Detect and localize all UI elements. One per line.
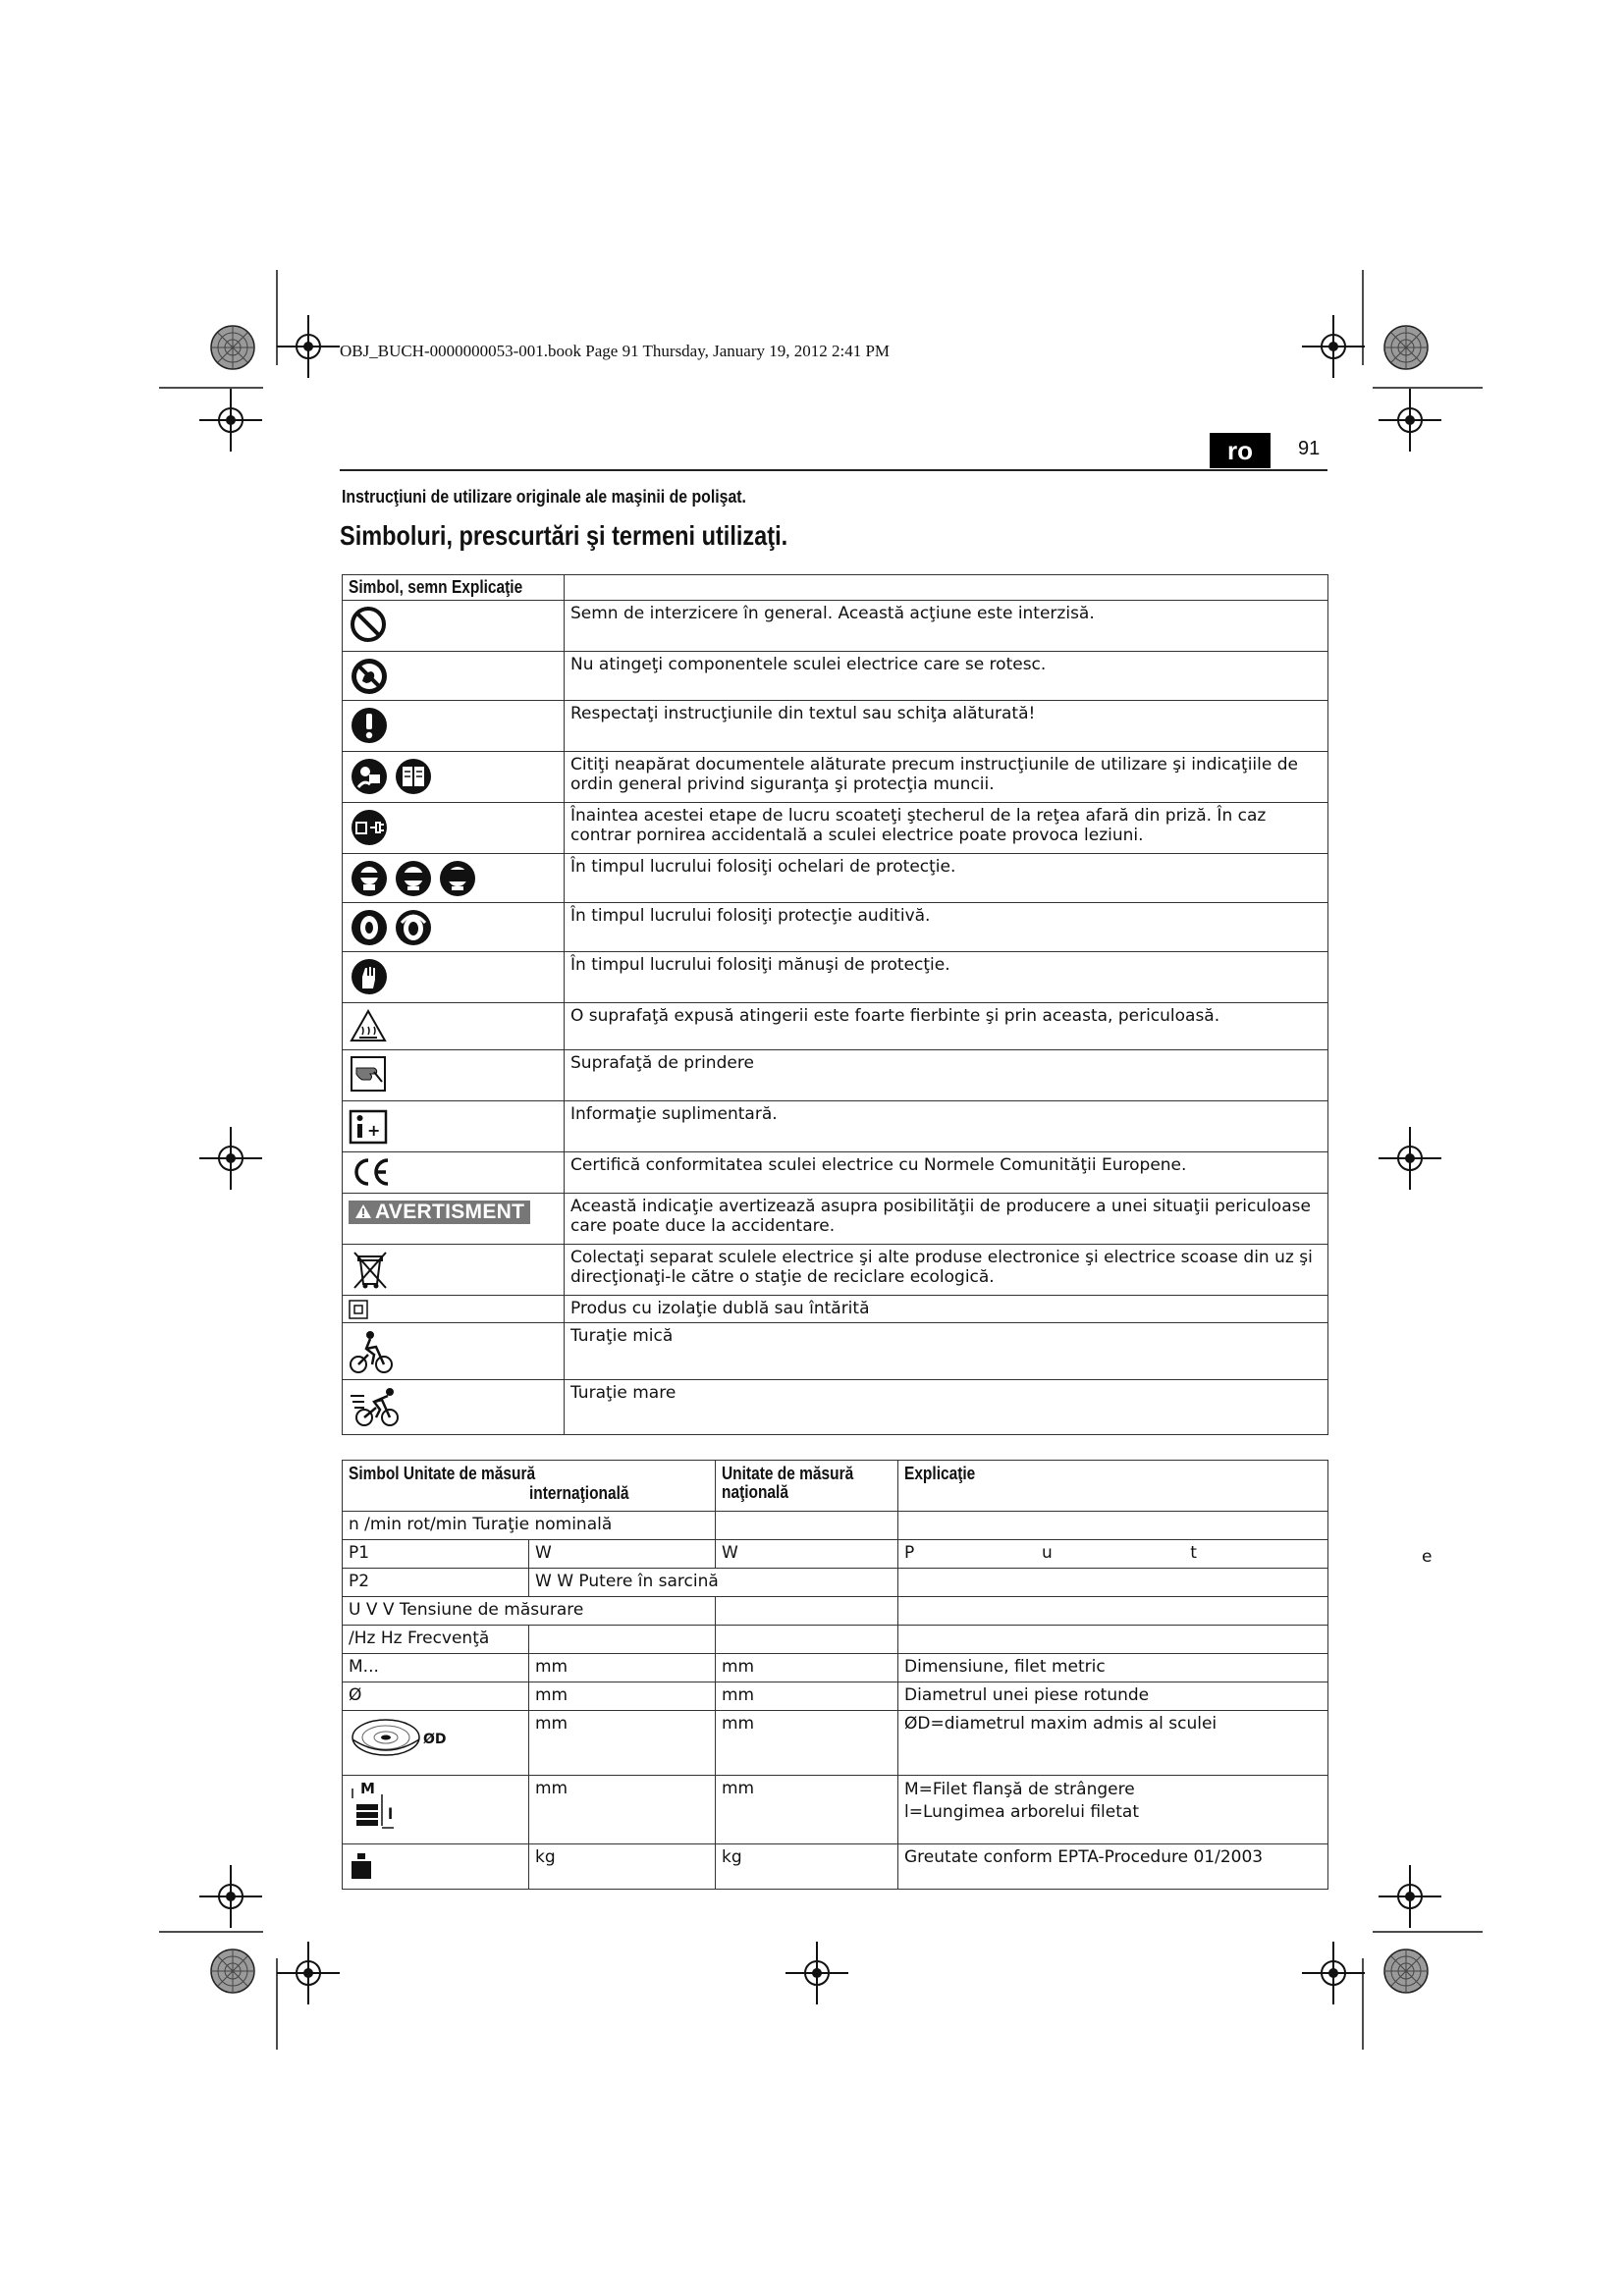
symbol-cell	[343, 1380, 565, 1435]
flange-label-m: M	[360, 1780, 375, 1797]
symbols-header-label: Simbol, semn Explicaţie	[349, 577, 523, 597]
slow-cyclist-icon	[349, 1327, 396, 1376]
table-row	[343, 1844, 1328, 1890]
symbol-cell	[343, 752, 565, 803]
symbol-cell	[343, 952, 565, 1003]
page-number: 91	[1298, 438, 1321, 459]
unit-cell	[716, 1626, 898, 1654]
disc-diameter-figure	[349, 1714, 457, 1765]
symbols-table	[342, 574, 1328, 1435]
header-national	[716, 1461, 898, 1512]
symbol-cell	[343, 854, 565, 903]
symbols-header-cell	[343, 575, 565, 601]
table-row	[343, 1512, 1328, 1540]
unit-cell	[898, 1597, 1328, 1626]
table-row	[343, 1003, 1328, 1050]
overflow-char: e	[1422, 1547, 1433, 1567]
unit-cell: Greutate conform EPTA-Procedure 01/2003	[898, 1844, 1328, 1890]
exclamation-icon	[349, 705, 390, 746]
header-international-label: internaţională	[529, 1483, 629, 1503]
unit-cell: Ø	[343, 1682, 529, 1711]
symbol-cell	[343, 652, 565, 701]
ce-mark-icon	[349, 1156, 394, 1188]
header-symbol-unit-label: Simbol Unitate de măsură	[349, 1464, 536, 1483]
unit-cell: P1	[343, 1540, 529, 1569]
header-symbol-intl	[343, 1461, 716, 1512]
unit-cell: ØD=diametrul maxim admis al sculei	[898, 1711, 1328, 1776]
fast-cyclist-icon	[349, 1384, 404, 1429]
weight-icon	[349, 1851, 374, 1881]
table-row	[343, 1323, 1328, 1380]
flange-label-l: l	[388, 1805, 394, 1823]
flange-figure	[349, 1779, 417, 1834]
table-row	[343, 652, 1328, 701]
unit-cell	[898, 1626, 1328, 1654]
explanation-cell: Respectaţi instrucţiunile din textul sau schiţa alăturată!	[565, 701, 1328, 752]
table-row	[343, 1626, 1328, 1654]
table-row	[343, 1194, 1328, 1245]
symbol-cell	[343, 903, 565, 952]
table-row	[343, 803, 1328, 854]
unit-cell	[716, 1512, 898, 1540]
symbol-cell	[343, 1296, 565, 1323]
explanation-cell: Suprafaţă de prindere	[565, 1050, 1328, 1101]
explanation-cell: Informaţie suplimentară.	[565, 1101, 1328, 1152]
warning-badge-label: AVERTISMENT	[375, 1201, 525, 1223]
language-tag: ro	[1210, 433, 1271, 468]
explanation-cell: În timpul lucrului folosiţi ochelari de protecţie.	[565, 854, 1328, 903]
explanation-cell: Turaţie mare	[565, 1380, 1328, 1435]
read-manual-icon	[349, 756, 437, 797]
table-row	[343, 1597, 1328, 1626]
unit-cell	[529, 1626, 716, 1654]
unit-cell: kg	[716, 1844, 898, 1890]
book-info-line: OBJ_BUCH-0000000053-001.book Page 91 Thursday, January 19, 2012 2:41 PM	[340, 342, 891, 360]
table-row	[343, 952, 1328, 1003]
hot-surface-icon	[349, 1007, 388, 1046]
unit-cell: M...	[343, 1654, 529, 1682]
unit-cell: W W Putere în sarcină	[529, 1569, 898, 1597]
explanation-cell: Turaţie mică	[565, 1323, 1328, 1380]
explanation-cell: Semn de interzicere în general. Această acţiune este interzisă.	[565, 601, 1328, 652]
header-explanation-label: Explicaţie	[904, 1464, 976, 1483]
table-row	[343, 1245, 1328, 1296]
table-row	[343, 1380, 1328, 1435]
svg-text:+: +	[367, 1121, 381, 1140]
header-national-label: Unitate de măsură naţională	[722, 1464, 854, 1502]
unit-cell: M=Filet flanşă de strângere l=Lungimea arborelui filetat	[898, 1776, 1328, 1844]
prohibition-icon	[349, 605, 388, 644]
unit-cell	[716, 1597, 898, 1626]
unit-cell: P u t	[898, 1540, 1328, 1569]
explanation-cell: În timpul lucrului folosiţi protecţie auditivă.	[565, 903, 1328, 952]
unit-cell: mm	[716, 1776, 898, 1844]
table-row	[343, 1569, 1328, 1597]
header-explanation	[898, 1461, 1328, 1512]
explanation-cell: O suprafaţă expusă atingerii este foarte fierbinte şi prin aceasta, periculoasă.	[565, 1003, 1328, 1050]
unit-cell: mm	[529, 1711, 716, 1776]
table-row	[343, 1776, 1328, 1844]
table-header-row	[343, 575, 1328, 601]
table-row	[343, 601, 1328, 652]
unit-cell: mm	[529, 1776, 716, 1844]
table-row	[343, 1101, 1328, 1152]
explanation-cell: Citiţi neapărat documentele alăturate precum instrucţiunile de utilizare şi indicaţiile de ordin general privind siguranţa şi protecţia muncii.	[565, 752, 1328, 803]
table-row	[343, 1682, 1328, 1711]
unit-cell	[898, 1512, 1328, 1540]
explanation-cell: Nu atingeţi componentele sculei electrice care se rotesc.	[565, 652, 1328, 701]
warning-badge	[349, 1201, 530, 1224]
weee-bin-icon	[349, 1249, 392, 1292]
table-header-row	[343, 1461, 1328, 1512]
units-table	[342, 1460, 1328, 1890]
unit-cell: mm	[529, 1682, 716, 1711]
unit-cell: Diametrul unei piese rotunde	[898, 1682, 1328, 1711]
explanation-cell: Această indicaţie avertizează asupra posibilităţii de producere a unei situaţii periculoase care poate duce la accidentare.	[565, 1194, 1328, 1245]
page-title: Simboluri, prescurtări şi termeni utilizaţi.	[340, 520, 788, 551]
document-subtitle: Instrucţiuni de utilizare originale ale maşinii de polişat.	[342, 487, 746, 507]
table-row	[343, 854, 1328, 903]
ear-protection-icon	[349, 907, 437, 948]
unit-cell	[898, 1569, 1328, 1597]
unit-cell: W	[529, 1540, 716, 1569]
symbol-cell	[343, 701, 565, 752]
symbol-cell	[343, 1323, 565, 1380]
table-row	[343, 1540, 1328, 1569]
symbol-cell	[343, 601, 565, 652]
symbol-cell	[343, 1050, 565, 1101]
unit-cell: U V V Tensiune de măsurare	[343, 1597, 716, 1626]
header-rule	[340, 469, 1327, 471]
warning-triangle-icon	[354, 1203, 372, 1219]
unit-cell: W	[716, 1540, 898, 1569]
symbol-cell	[343, 803, 565, 854]
unplug-icon	[349, 807, 390, 848]
unit-cell: /Hz Hz Frecvenţă	[343, 1626, 529, 1654]
symbol-cell	[343, 1003, 565, 1050]
table-row	[343, 701, 1328, 752]
header-empty-cell	[565, 575, 1328, 601]
explanation-cell: Colectaţi separat sculele electrice şi alte produse electronice şi electrice scoase din uz şi direcţionaţi-le către o staţie de reciclare ecologică.	[565, 1245, 1328, 1296]
unit-cell: mm	[716, 1711, 898, 1776]
flange-thread-icon	[349, 1779, 407, 1834]
unit-cell	[343, 1776, 529, 1844]
info-icon	[349, 1105, 390, 1147]
no-touch-rotating-icon	[349, 656, 390, 697]
table-row	[343, 1711, 1328, 1776]
symbol-cell	[343, 1194, 565, 1245]
table-row	[343, 752, 1328, 803]
unit-cell: mm	[529, 1654, 716, 1682]
explanation-cell: Certifică conformitatea sculei electrice cu Normele Comunităţii Europene.	[565, 1152, 1328, 1194]
unit-cell: n /min rot/min Turaţie nominală	[343, 1512, 716, 1540]
symbol-cell	[343, 1101, 565, 1152]
explanation-cell: În timpul lucrului folosiţi mănuşi de protecţie.	[565, 952, 1328, 1003]
unit-cell	[343, 1844, 529, 1890]
unit-cell	[343, 1711, 529, 1776]
table-row	[343, 1152, 1328, 1194]
unit-cell: mm	[716, 1654, 898, 1682]
table-row	[343, 903, 1328, 952]
unit-cell: Dimensiune, filet metric	[898, 1654, 1328, 1682]
gloves-icon	[349, 956, 390, 997]
table-row	[343, 1654, 1328, 1682]
explanation-cell: Produs cu izolaţie dublă sau întărită	[565, 1296, 1328, 1323]
disc-diameter-icon	[349, 1714, 427, 1763]
disc-diameter-label: ØD	[423, 1732, 447, 1747]
explanation-cell: Înaintea acestei etape de lucru scoateţi ştecherul de la reţea afară din priză. În caz contrar pornirea accidentală a sculei electrice poate provoca leziuni.	[565, 803, 1328, 854]
double-insulation-icon	[349, 1300, 368, 1319]
eye-protection-icon	[349, 858, 480, 899]
symbol-cell	[343, 1245, 565, 1296]
grip-surface-icon	[349, 1054, 388, 1094]
table-row	[343, 1296, 1328, 1323]
symbol-cell	[343, 1152, 565, 1194]
unit-cell: kg	[529, 1844, 716, 1890]
unit-cell: mm	[716, 1682, 898, 1711]
unit-cell: P2	[343, 1569, 529, 1597]
table-row	[343, 1050, 1328, 1101]
